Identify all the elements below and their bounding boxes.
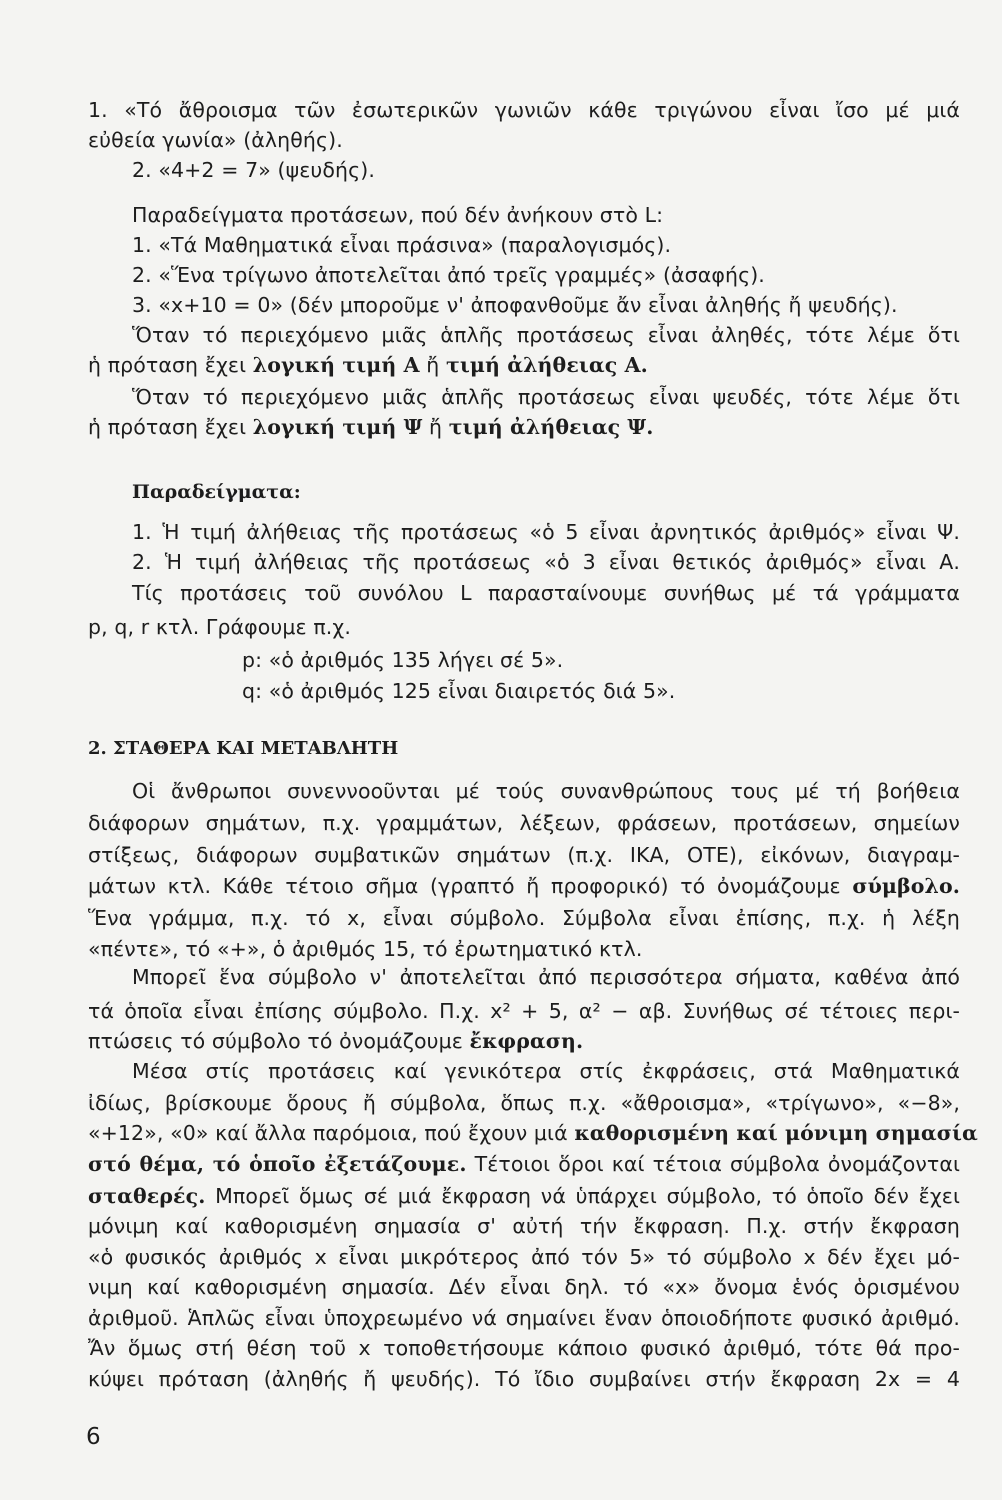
bold-term: στό θέμα, τό ὁποῖο ἐξετάζουμε. xyxy=(88,1152,467,1176)
text-line: Μέσα στίς προτάσεις καί γενικότερα στίς ἐκφράσεις, στά Μαθηματικά xyxy=(132,1059,960,1083)
text-line xyxy=(88,1181,960,1211)
text-run: πτώσεις τό σύμβολο τό ὀνομάζουμε xyxy=(88,1029,470,1053)
bold-term: λογική τιμή Α xyxy=(252,353,420,377)
text-line: κύψει πρόταση (ἀληθής ἤ ψευδής). Τό ἴδιο συμβαίνει στήν ἔκφραση 2x = 4 xyxy=(88,1367,960,1391)
text-run: Τέτοιοι ὅροι καί τέτοια σύμβολα ὀνομάζονται xyxy=(466,1152,961,1176)
text-line: p, q, r κτλ. Γράφουμε π.χ. xyxy=(88,615,351,639)
text-line: ἰδίως, βρίσκουμε ὅρους ἤ σύμβολα, ὅπως π.χ. «ἄθροισμα», «τρίγωνο», «−8», xyxy=(88,1091,960,1115)
text-line xyxy=(88,350,648,380)
text-line: νιμη καί καθορισμένη σημασία. Δέν εἶναι δηλ. τό «x» ὄνομα ἑνός ὁρισμένου xyxy=(88,1275,960,1299)
text-line: 1. «Τό ἄθροισμα τῶν ἐσωτερικῶν γωνιῶν κάθε τριγώνου εἶναι ἴσο μέ μιά xyxy=(88,98,960,122)
text-line xyxy=(88,871,960,901)
text-line: 2. «4+2 = 7» (ψευδής). xyxy=(132,158,375,182)
bold-term: καθορισμένη καί μόνιμη σημασία xyxy=(574,1121,978,1145)
text-line: ἀριθμοῦ. Ἁπλῶς εἶναι ὑποχρεωμένο νά σημαίνει ἕναν ὁποιοδήποτε φυσικό ἀριθμό. xyxy=(88,1306,960,1330)
text-line: διάφορων σημάτων, π.χ. γραμμάτων, λέξεων, φράσεων, προτάσεων, σημείων xyxy=(88,811,960,835)
bold-term: λογική τιμή Ψ xyxy=(252,415,423,439)
text-line: Παραδείγματα προτάσεων, πού δέν ἀνήκουν στὸ L: xyxy=(132,203,664,227)
text-line xyxy=(88,1118,978,1148)
text-line: Ἄν ὅμως στή θέση τοῦ x τοποθετήσουμε κάποιο φυσικό ἀριθμό, τότε θά προ- xyxy=(88,1336,960,1360)
text-line: Ὅταν τό περιεχόμενο μιᾶς ἁπλῆς προτάσεως εἶναι ψευδές, τότε λέμε ὅτι xyxy=(132,385,960,409)
text-run: ἡ πρόταση ἔχει xyxy=(88,353,253,377)
bold-term: σύμβολο. xyxy=(852,874,960,898)
text-line: 1. Ἡ τιμή ἀλήθειας τῆς προτάσεως «ὁ 5 εἶναι ἀρνητικός ἀριθμός» εἶναι Ψ. xyxy=(132,520,960,544)
text-line xyxy=(88,1149,960,1179)
text-line: «πέντε», τό «+», ὁ ἀριθμός 15, τό ἐρωτηματικό κτλ. xyxy=(88,937,643,961)
bold-term: ἔκφραση. xyxy=(469,1029,584,1053)
text-line xyxy=(88,1026,583,1056)
text-line: 2. «Ἕνα τρίγωνο ἀποτελεῖται ἀπό τρεῖς γραμμές» (ἀσαφής). xyxy=(132,263,765,287)
text-line xyxy=(88,412,653,442)
bold-term: σταθερές. xyxy=(88,1184,206,1208)
text-line: στίξεως, διάφορων συμβατικῶν σημάτων (π.χ. ΙΚΑ, ΟΤΕ), εἰκόνων, διαγραμ- xyxy=(88,843,960,867)
text-line: 1. «Τά Μαθηματικά εἶναι πράσινα» (παραλογισμός). xyxy=(132,233,672,257)
text-run: ἤ xyxy=(419,353,446,377)
text-line: Μπορεῖ ἕνα σύμβολο ν' ἀποτελεῖται ἀπό περισσότερα σήματα, καθένα ἀπό xyxy=(132,965,960,989)
text-line: 3. «x+10 = 0» (δέν μποροῦμε ν' ἀποφανθοῦμε ἄν εἶναι ἀληθής ἤ ψευδής). xyxy=(132,293,898,317)
text-run: ἡ πρόταση ἔχει xyxy=(88,415,253,439)
text-run: «+12», «0» καί ἄλλα παρόμοια, πού ἔχουν μιά xyxy=(88,1121,575,1145)
text-line: 2. Ἡ τιμή ἀλήθειας τῆς προτάσεως «ὁ 3 εἶναι θετικός ἀριθμός» εἶναι Α. xyxy=(132,550,960,574)
text-line: q: «ὁ ἀριθμός 125 εἶναι διαιρετός διά 5». xyxy=(242,679,676,703)
text-line: p: «ὁ ἀριθμός 135 λήγει σέ 5». xyxy=(242,648,564,672)
text-line: εὐθεία γωνία» (ἀληθής). xyxy=(88,128,343,152)
text-line: Τίς προτάσεις τοῦ συνόλου L παρασταίνουμε συνήθως μέ τά γράμματα xyxy=(132,581,960,605)
text-line: τά ὁποῖα εἶναι ἐπίσης σύμβολο. Π.χ. x² + 5, α² − αβ. Συνήθως σέ τέτοιες περι- xyxy=(88,999,960,1023)
page-number: 6 xyxy=(86,1424,101,1450)
text-line: μόνιμη καί καθορισμένη σημασία σ' αὐτή τήν ἔκφραση. Π.χ. στήν ἔκφραση xyxy=(88,1214,960,1238)
bold-term: τιμή ἀλήθειας Ψ. xyxy=(448,415,654,439)
text-line: Ἕνα γράμμα, π.χ. τό x, εἶναι σύμβολο. Σύμβολα εἶναι ἐπίσης, π.χ. ἡ λέξη xyxy=(88,906,960,930)
text-run: ἤ xyxy=(422,415,449,439)
text-line: Οἱ ἄνθρωποι συνεννοοῦνται μέ τούς συνανθρώπους τους μέ τή βοήθεια xyxy=(132,779,960,803)
examples-heading: Παραδείγματα: xyxy=(132,481,301,503)
text-run: Μπορεῖ ὅμως σέ μιά ἔκφραση νά ὑπάρχει σύμβολο, τό ὁποῖο δέν ἔχει xyxy=(205,1184,960,1208)
text-line: Ὅταν τό περιεχόμενο μιᾶς ἁπλῆς προτάσεως εἶναι ἀληθές, τότε λέμε ὅτι xyxy=(132,323,960,347)
section-heading: 2. ΣΤΑΘΕΡΑ ΚΑΙ ΜΕΤΑΒΛΗΤΗ xyxy=(88,738,399,759)
text-line: «ὁ φυσικός ἀριθμός x εἶναι μικρότερος ἀπό τόν 5» τό σύμβολο x δέν ἔχει μό- xyxy=(88,1245,960,1269)
text-run: μάτων κτλ. Κάθε τέτοιο σῆμα (γραπτό ἤ προφορικό) τό ὀνομάζουμε xyxy=(88,874,853,898)
bold-term: τιμή ἀλήθειας Α. xyxy=(445,353,648,377)
